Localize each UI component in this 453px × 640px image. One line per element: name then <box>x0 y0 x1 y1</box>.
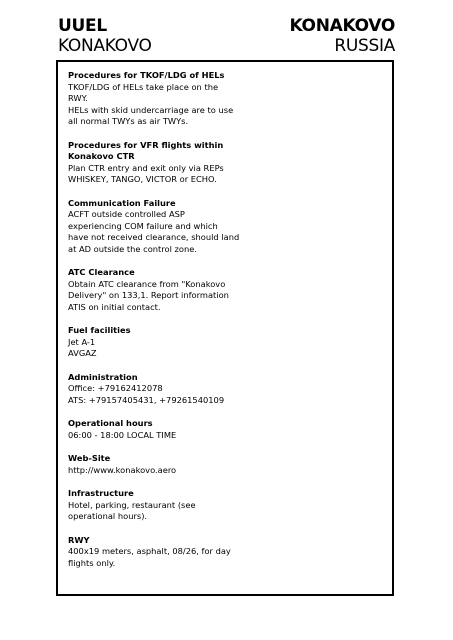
info-section <box>68 453 384 476</box>
info-section <box>68 140 384 186</box>
section-text-line: Office: +79162412078 <box>68 383 163 393</box>
section-text-line: TKOF/LDG of HELs take place on the <box>68 81 219 92</box>
section-title: Fuel facilities <box>68 325 131 335</box>
info-content <box>68 70 384 581</box>
country-name: RUSSIA <box>334 36 395 56</box>
info-section <box>68 267 384 313</box>
city-name: KONAKOVO <box>289 16 395 36</box>
info-section <box>68 70 384 128</box>
header-left <box>58 16 152 56</box>
section-text-line: flights only. <box>68 557 116 568</box>
section-title: Communication Failure <box>68 197 176 208</box>
section-title: RWY <box>68 534 90 545</box>
section-title: Infrastructure <box>68 488 134 498</box>
info-section <box>68 535 384 570</box>
section-text-line: RWY. <box>68 93 88 103</box>
section-title: ATC Clearance <box>68 267 135 277</box>
section-text-line: ATIS on initial contact. <box>68 301 161 312</box>
info-section <box>68 198 384 256</box>
section-text-line: WHISKEY, TANGO, VICTOR or ECHO. <box>68 174 217 184</box>
section-title: Administration <box>68 371 138 382</box>
section-text-line: have not received clearance, should land <box>68 232 240 242</box>
section-title: Web-Site <box>68 453 111 463</box>
info-section <box>68 325 384 360</box>
section-text-line: http://www.konakovo.aero <box>68 464 177 475</box>
section-title: Procedures for VFR flights within <box>68 139 224 150</box>
section-text-line: AVGAZ <box>68 348 97 358</box>
header-right <box>289 16 395 56</box>
section-text-line: Obtain ATC clearance from "Konakovo <box>68 278 226 289</box>
section-text-line: ATS: +79157405431, +79261540109 <box>68 394 225 405</box>
section-text-line: experiencing COM failure and which <box>68 220 218 231</box>
airport-name: KONAKOVO <box>58 36 152 56</box>
section-text-line: Delivery" on 133,1. Report information <box>68 290 229 300</box>
section-text-line: Plan CTR entry and exit only via REPs <box>68 162 224 173</box>
section-title: Procedures for TKOF/LDG of HELs <box>68 70 225 80</box>
section-title: Operational hours <box>68 418 153 428</box>
section-text-line: ACFT outside controlled ASP <box>68 209 185 219</box>
section-text-line: Jet A-1 <box>68 336 96 347</box>
section-text-line: Hotel, parking, restaurant (see <box>68 499 196 510</box>
info-section <box>68 372 384 407</box>
section-text-line: operational hours). <box>68 511 148 521</box>
info-section <box>68 488 384 523</box>
section-text-line: 06:00 - 18:00 LOCAL TIME <box>68 429 177 440</box>
info-section <box>68 418 384 441</box>
section-text-line: HELs with skid undercarriage are to use <box>68 104 234 115</box>
info-panel <box>56 60 394 596</box>
section-text-line: at AD outside the control zone. <box>68 243 197 254</box>
airport-code: UUEL <box>58 16 107 36</box>
section-text-line: 400x19 meters, asphalt, 08/26, for day <box>68 546 231 556</box>
section-text-line: all normal TWYs as air TWYs. <box>68 116 189 126</box>
section-title: Konakovo CTR <box>68 151 135 161</box>
